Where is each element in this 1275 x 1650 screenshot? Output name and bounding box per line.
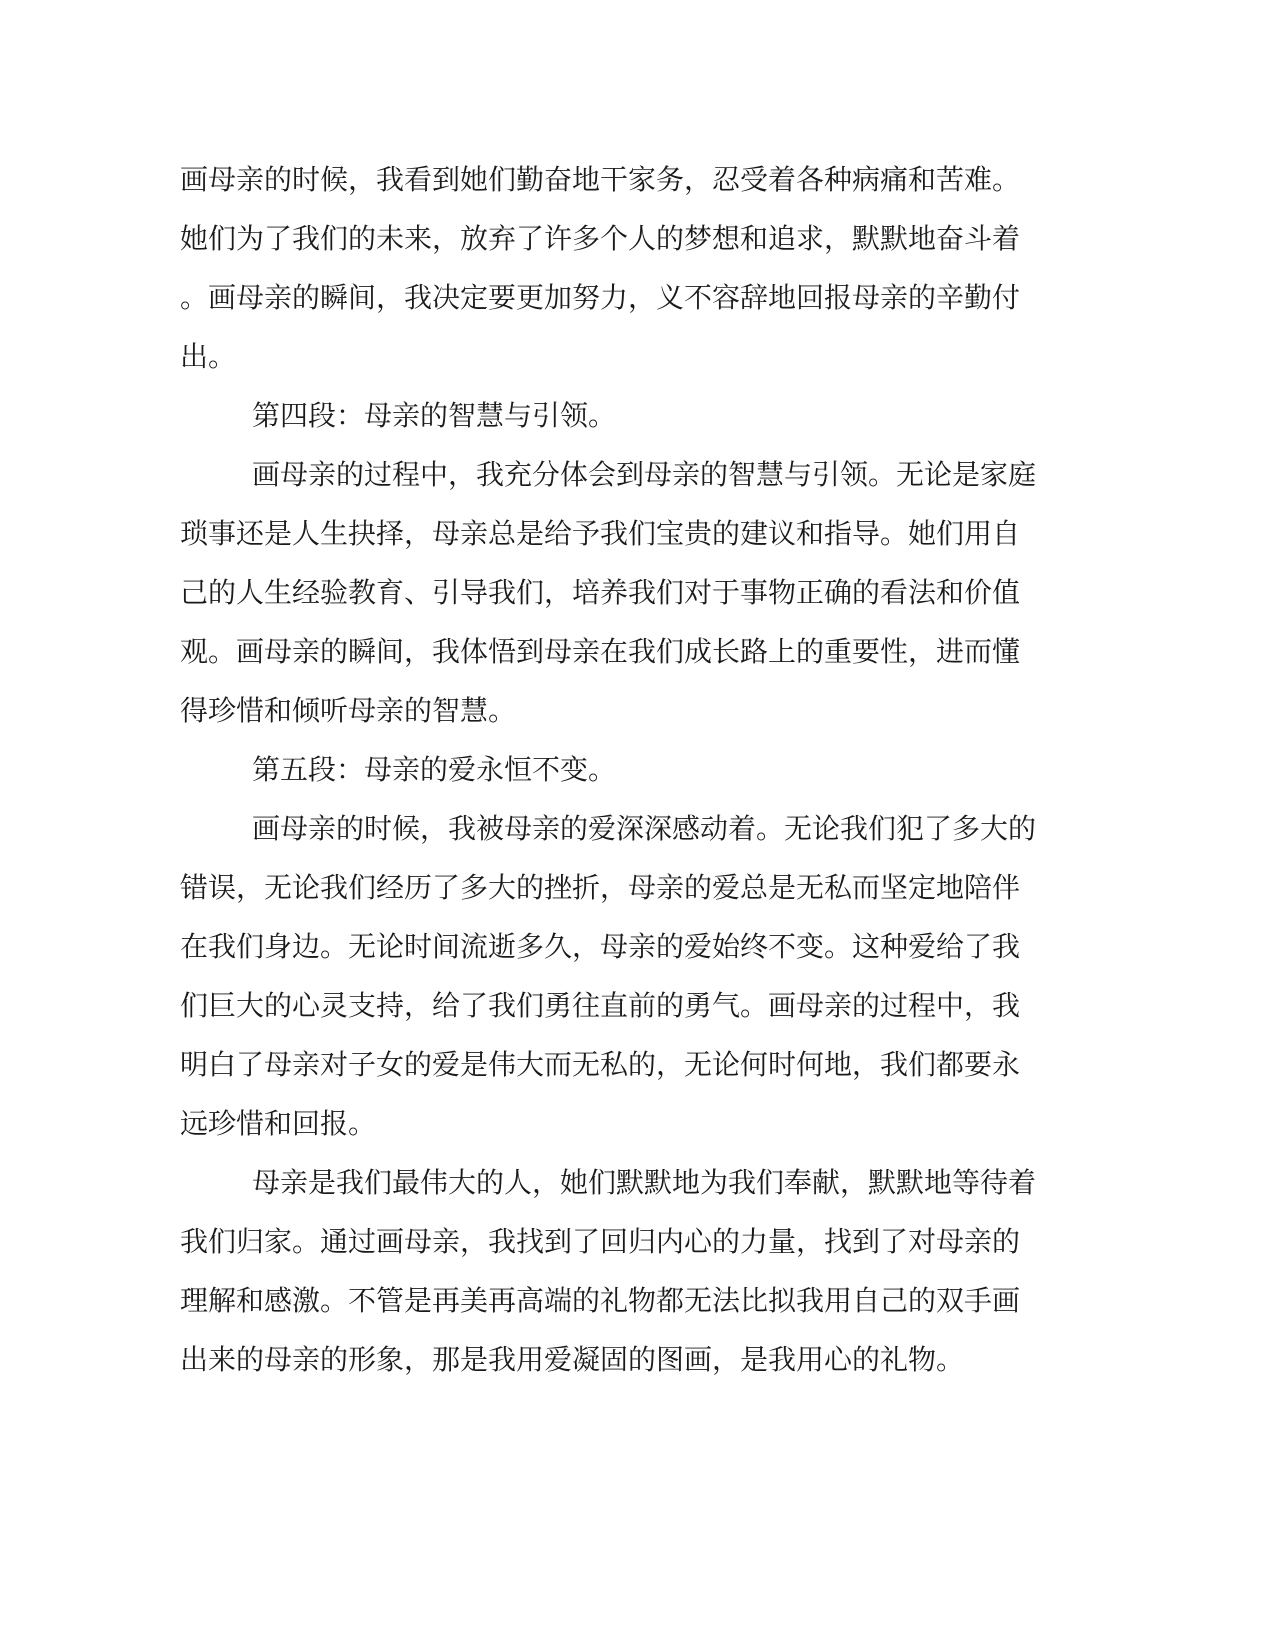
- text-line: 们巨大的心灵支持，给了我们勇往直前的勇气。画母亲的过程中，我: [180, 989, 1021, 1022]
- text-line: 画母亲的过程中，我充分体会到母亲的智慧与引领。无论是家庭: [252, 458, 1037, 491]
- text-line: 明白了母亲对子女的爱是伟大而无私的，无论何时何地，我们都要永: [180, 1048, 1021, 1081]
- text-line: 画母亲的时候，我被母亲的爱深深感动着。无论我们犯了多大的: [252, 812, 1037, 845]
- text-line: 琐事还是人生抉择，母亲总是给予我们宝贵的建议和指导。她们用自: [180, 517, 1021, 550]
- section-heading: 第四段：母亲的智慧与引领。: [252, 399, 617, 432]
- text-line: 得珍惜和倾听母亲的智慧。: [180, 694, 517, 727]
- text-line: 理解和感激。不管是再美再高端的礼物都无法比拟我用自己的双手画: [180, 1284, 1021, 1317]
- text-line: 出。: [180, 340, 237, 373]
- text-line: 画母亲的时候，我看到她们勤奋地干家务，忍受着各种病痛和苦难。: [180, 163, 1021, 196]
- text-line: 观。画母亲的瞬间，我体悟到母亲在我们成长路上的重要性，进而懂: [180, 635, 1021, 668]
- text-line: 出来的母亲的形象，那是我用爱凝固的图画，是我用心的礼物。: [180, 1343, 965, 1376]
- text-line: 我们归家。通过画母亲，我找到了回归内心的力量，找到了对母亲的: [180, 1225, 1021, 1258]
- section-heading: 第五段：母亲的爱永恒不变。: [252, 753, 617, 786]
- text-line: 在我们身边。无论时间流逝多久，母亲的爱始终不变。这种爱给了我: [180, 930, 1021, 963]
- text-line: 己的人生经验教育、引导我们，培养我们对于事物正确的看法和价值: [180, 576, 1021, 609]
- text-line: 远珍惜和回报。: [180, 1107, 377, 1140]
- text-line: 她们为了我们的未来，放弃了许多个人的梦想和追求，默默地奋斗着: [180, 222, 1021, 255]
- text-line: 。画母亲的瞬间，我决定要更加努力，义不容辞地回报母亲的辛勤付: [180, 281, 1021, 314]
- text-line: 母亲是我们最伟大的人，她们默默地为我们奉献，默默地等待着: [252, 1166, 1037, 1199]
- text-line: 错误，无论我们经历了多大的挫折，母亲的爱总是无私而坚定地陪伴: [180, 871, 1021, 904]
